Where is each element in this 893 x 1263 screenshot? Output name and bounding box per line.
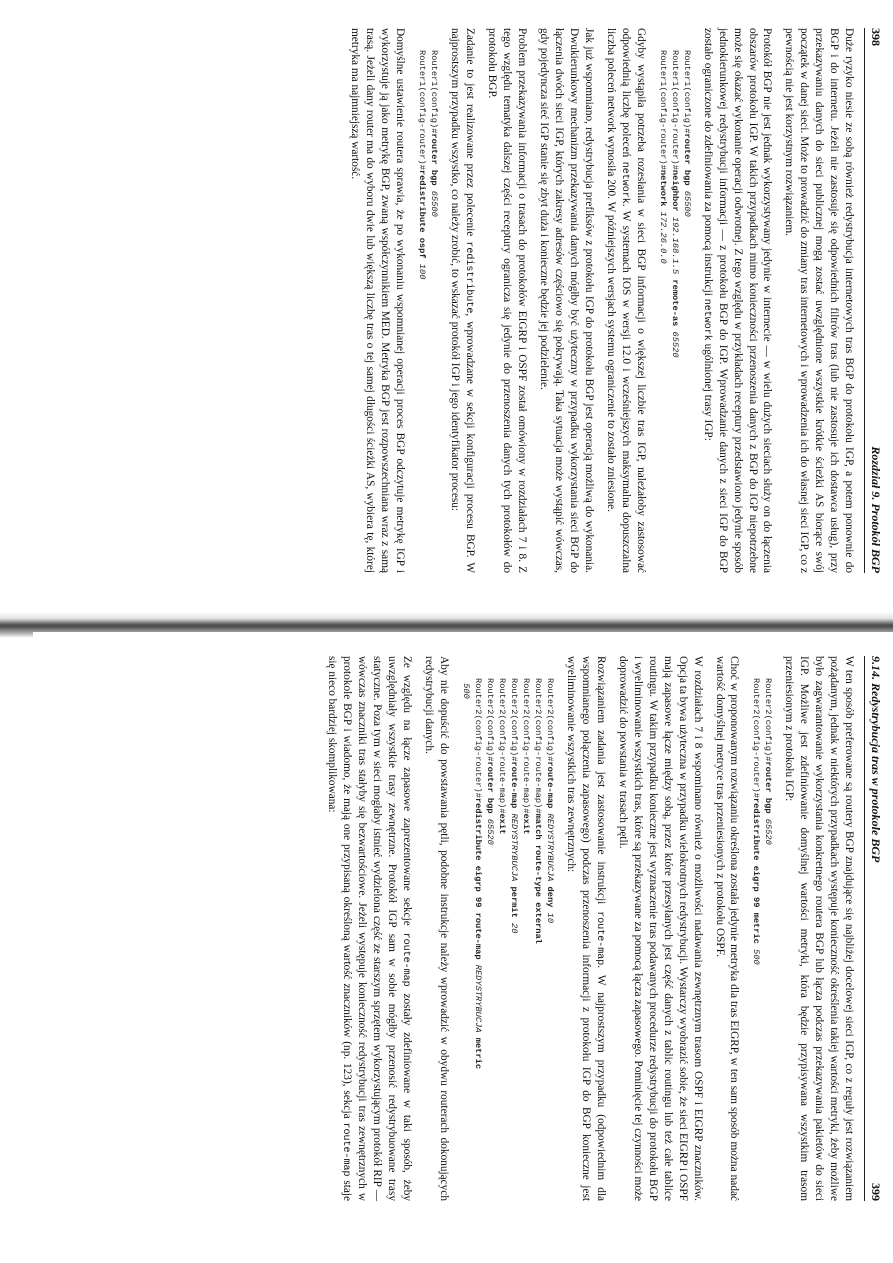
paragraph: Aby nie dopuścić do powstawania pętli, podobne instrukcje należy wprowadzić w obydwu routerach dokonujących redystrybucji danych. bbox=[423, 656, 451, 1201]
code-block bbox=[657, 50, 693, 573]
running-head bbox=[864, 28, 883, 573]
code-line: Router2(config)#router bgp 65520 bbox=[763, 678, 774, 845]
paragraph: Gdyby wystąpiła potrzeba rozesłania w sieci BGP informacji o większej liczbie tras IGP, należałoby zastosować odpowiednią liczbę poleceń network. W systemach IOS w wersji 12.0 i wcześniejszych maksymalna dopuszczalna liczba poleceń network wynosiła 200. W późniejszych wersjach systemu ograniczenie to zostało zniesione. bbox=[604, 28, 647, 573]
running-head bbox=[864, 656, 883, 1201]
code-line: Router1(config-router)#network 172.26.0.0 bbox=[657, 50, 668, 264]
code-block bbox=[460, 678, 556, 1201]
page-number: 398 bbox=[869, 28, 883, 46]
code-line: Router2(config-route-map)#exit bbox=[497, 678, 508, 835]
code-line: Router2(config-route-map)#match route-type external bbox=[533, 678, 544, 944]
paragraph: Protokół BGP nie jest jednak wykorzystywany jedynie w internecie — w wielu dużych sieciach służy on do łączenia obszarów protokołu IGP. W takich przypadkach mimo konieczności przenoszenia danych z BGP do IGP niepotrzebne może się okazać wykonanie operacji odwrotnej. Z tego względu w przykładach receptury przedstawiono jedynie sposób jednokierunkowej redystrybucji informacji — z protokołu BGP do IGP. Wprowadzanie danych z sieci IGP do BGP zostało ograniczone do zdefiniowania za pomocą instrukcji network ugólnionej trasy IGP: bbox=[700, 28, 774, 573]
chapter-title: Rozdział 9. Protokół BGP bbox=[869, 446, 883, 573]
code-line: Router1(config)#router bgp 65500 bbox=[681, 50, 692, 217]
book-page-right bbox=[33, 632, 893, 1225]
code-line: Router2(config-route-map)#exit bbox=[521, 678, 532, 835]
code-line: Router1(config-router)#neighbor 192.168.1.5 remote-as 65520 bbox=[669, 50, 680, 358]
paragraph: W rozdziałach 7 i 8 wspominano również o możliwości nadawania zewnętrznym trasom OSPF i EIGRP znaczników. Opcja ta bywa użyteczna w przypadku wielokrotnych redystrybucji. Wystarczy wyobrazić sobie, że sieci EIGRP i OSPF mają zapasowe łącze między sobą, przez które przesyłanych jest część danych z tablic routingu lub też całe tablice routingu. W takim przypadku konieczne jest wyznaczenie tras podawanych procedurze redystrybucji do protokołu BGP i wyeliminowanie wszystkich tras, które są przekazywane za pomocą łącza zapasowego. Pominięcie tej czynności może doprowadzić do powstania w trasach pętli. bbox=[617, 656, 704, 1201]
code-line: Router2(config)#route-map REDYSTRYBUCJA permit 20 bbox=[509, 678, 520, 934]
code-block bbox=[416, 50, 440, 573]
book-page-left bbox=[33, 4, 893, 597]
code-line: Router2(config-router)#redistribute eigrp 99 route-map REDYSTRYBUCJA metric bbox=[473, 678, 484, 1070]
code-line: Router2(config)#route-map REDYSTRYBUCJA deny 10 bbox=[545, 678, 556, 924]
page-number: 399 bbox=[869, 1183, 883, 1201]
paragraph: Domyślne ustawienie routera sprawia, że po wykonaniu wspomnianej operacji proces BGP odczytuje metrykę IGP i wykorzystuje ją jako metrykę BGP, zwaną współczynnikiem MED. Metryka BGP jest rozpowszechniana wraz z samą trasą. Jeżeli dany router ma do wyboru dwie lub większą liczbę tras o tej samej długości ścieżki AS, wybiera tę, której metryka ma najmniejszą wartość. bbox=[349, 28, 407, 573]
section-title: 9.14. Redystrybucja tras w protokole BGP bbox=[869, 656, 883, 863]
paragraph: Zadanie to jest realizowane przez polecenie redistribute, wprowadzane w sekcji konfiguracji procesu BGP. W najprostszym przypadku wszystko, co należy zrobić, to wskazać protokół IGP i jego identyfikator procesu: bbox=[449, 28, 477, 573]
code-line: Router1(config-router)#redistribute ospf 100 bbox=[417, 50, 428, 280]
code-line: Router1(config)#router bgp 65500 bbox=[429, 50, 440, 217]
paragraph: Problem przekazywania informacji o trasach do protokołów EIGRP i OSPF został omówiony w rozdziałach 7 i 8. Z tego względu tematyka dalszej części receptury ogranicza się jedynie do przenoszenia danych tych protokołów do protokołu BGP. bbox=[486, 28, 529, 573]
paragraph: Duże ryzyko niesie ze sobą również redystrybucja internetowych tras BGP do protokołu IGP, a potem ponownie do BGP i do internetu. Jeżeli nie zastosuje się odpowiednich filtrów tras (lub nie zastosuje ich dostawca usług), przy przekazywaniu danych do sieci publicznej mogą zostać uwzględnione wszystkie krótkie ścieżki AS biorące swój początek w danej sieci. Może to prowadzić do zmiany tras internetowych i wprowadzenia ich do własnej sieci IGP, co z pewnością nie jest korzystnym rozwiązaniem. bbox=[783, 28, 855, 573]
paragraph: Jak już wspomniano, redystrybucja prefiksów z protokołu IGP do protokołu BGP jest operacją możliwą do wykonania. Dwukierunkowy mechanizm przekazywania danych mógłby być użyteczny w przypadku wykorzystania sieci BGP do łączenia dwóch sieci IGP, których zakresy adresów częściowo się pokrywają. Taka sytuacja może wystąpić wówczas, gdy pojedyncza sieć IGP stanie się zbyt duża i konieczne będzie jej podzielenie. bbox=[537, 28, 595, 573]
paragraph: W ten sposób preferowane są routery BGP znajdujące się najbliżej docelowej sieci IGP, co z reguły jest rozwiązaniem pożądanym, jednak w niektórych przypadkach występuje konieczność określenia takiej wartości metryki, żeby możliwe było zagwarantowanie wykorzystania konkretnego routera BGP lub łącza podczas przekazywania pakietów do sieci IGP. Możliwe jest zdefiniowanie domyślnej wartości metryki, która będzie przypisywana wszystkim trasom przeniesionym z protokołu IGP: bbox=[783, 656, 855, 1201]
paragraph: Ze względu na łącze zapasowe zaprezentowane sekcje route-map zostały zdefiniowane w taki sposób, żeby uwzględniały wszystkie trasy zewnętrzne. Protokół IGP sam w sobie mógłby przenosić redystrybuowane trasy statyczne. Poza tym w sieci mogłaby istnieć wydzielona część ze starszym sprzętem wykorzystującym protokół RIP — wówczas znaczniki tras stałyby się bezwartościowe. Jeżeli występuje konieczność redystrybucji tras zewnętrznych w protokole BGP i wiadomo, że mają one przypisaną określoną wartość znaczników (np. 123), sekcja route-map staje się nieco bardziej skomplikowana: bbox=[326, 656, 414, 1202]
code-line: Router2(config-router)#redistribute eigrp 99 metric 500 bbox=[751, 678, 762, 965]
code-line: 500 bbox=[461, 678, 472, 699]
paragraph: Rozwiązaniem zadania jest zastosowanie instrukcji route-map. W najprostszym przypadku (odpowiednim dla wspomnianego połączenia zapasowego) podczas przenoszenia informacji z protokołu IGP do BGP konieczne jest wyeliminowanie wszystkich tras zewnętrznych: bbox=[565, 656, 608, 1202]
paragraph: Choć w proponowanym rozwiązaniu określona została jedynie metryka dla tras EIGRP, w ten sam sposób można nadać wartość domyślnej metryce tras przeniesionych z protokołu OSPF. bbox=[713, 656, 741, 1201]
code-block bbox=[750, 678, 774, 1201]
code-line: Router2(config)#router bgp 65520 bbox=[485, 678, 496, 845]
